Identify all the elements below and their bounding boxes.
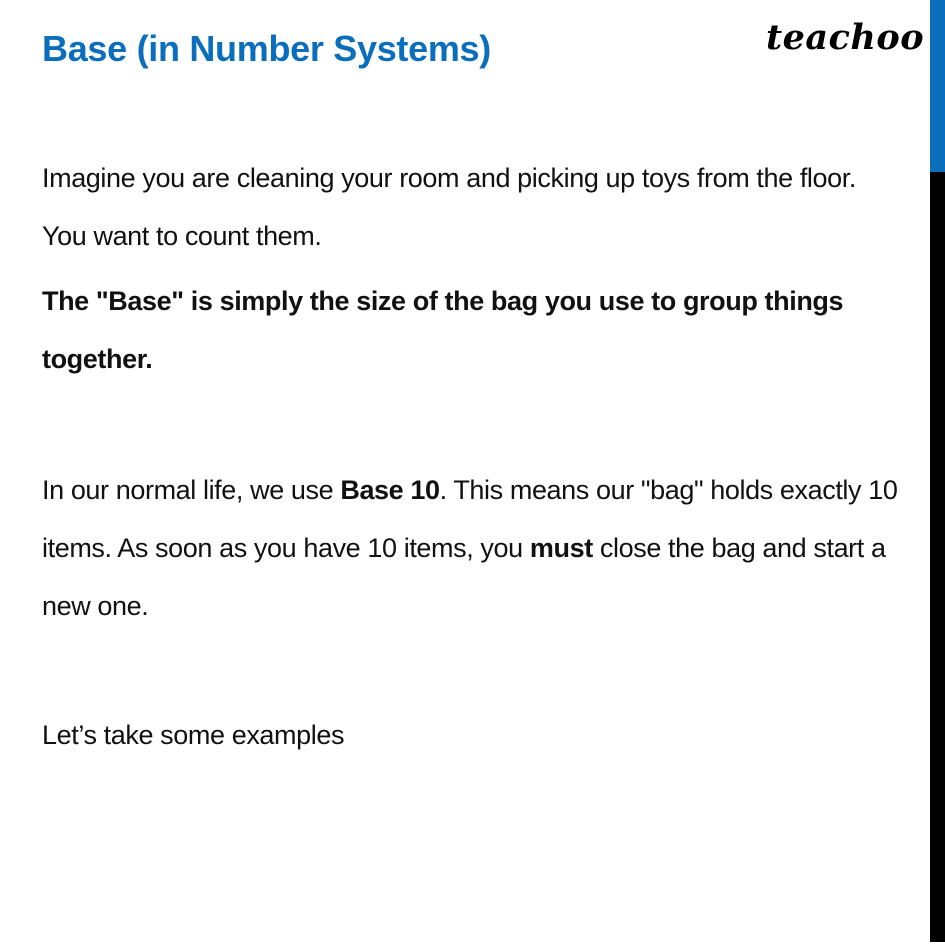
- base-ten-paragraph: [42, 461, 902, 635]
- base-definition-paragraph: The "Base" is simply the size of the bag you use to group things together.: [42, 286, 844, 374]
- intro-paragraph: Imagine you are cleaning your room and picking up toys from the floor. You want to count them.: [42, 163, 856, 251]
- bold-base-ten: Base 10: [340, 475, 440, 505]
- teachoo-logo: teachoo: [766, 17, 925, 58]
- text-segment: close the bag and start a new one.: [42, 533, 886, 621]
- text-segment: . This means our "bag" holds exactly 10 items. As soon as you have 10 items, you: [42, 475, 898, 563]
- text-segment: In our normal life, we use: [42, 475, 341, 505]
- page-title: Base (in Number Systems): [42, 28, 491, 69]
- bold-must: must: [529, 533, 593, 563]
- side-strip: [930, 0, 945, 942]
- examples-paragraph: Let’s take some examples: [42, 720, 345, 750]
- side-strip-accent: [930, 0, 945, 172]
